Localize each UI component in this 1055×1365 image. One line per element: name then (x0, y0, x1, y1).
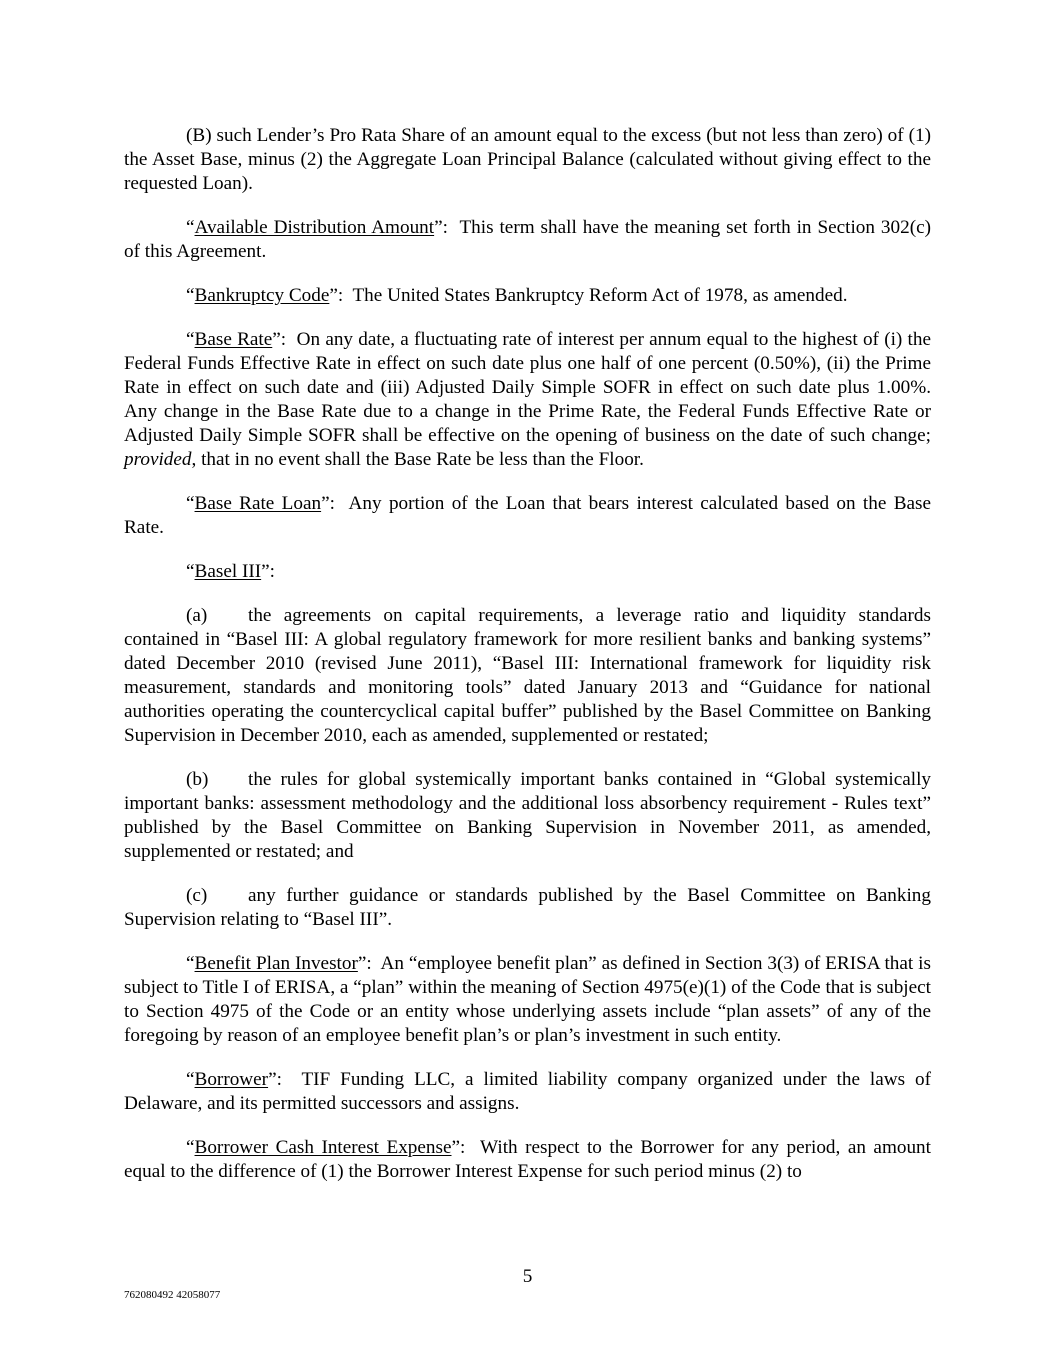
term-benefit-plan-investor: Benefit Plan Investor (194, 953, 358, 974)
basel-iii-item-b (124, 768, 931, 864)
list-label: (b) (186, 769, 209, 790)
page-number: 5 (522, 1266, 533, 1287)
list-text: the rules for global systemically important banks contained in “Global systemically important banks: assessment methodology and the additional loss absorbency requirement - Rules text” published by the Basel Committee on Banking Supervision in November 2011, as amended, supplemented or restated; and (124, 769, 931, 862)
definition-benefit-plan-investor: “Benefit Plan Investor”: An “employee benefit plan” as defined in Section 3(3) of ERISA that is subject to Title I of ERISA, a “plan” within the meaning of Section 4975(e)(1) of the Code that is subject to Section 4975 of the Code or an entity whose underlying assets include “plan assets” of any of the foregoing by reason of an employee benefit plan’s or plan’s investment in such entity. (124, 953, 936, 1046)
term-borrower: Borrower (194, 1069, 269, 1090)
term-bankruptcy-code: Bankruptcy Code (194, 285, 330, 306)
definition-base-rate-loan: “Base Rate Loan”: Any portion of the Loan that bears interest calculated based on the Base Rate. (124, 493, 936, 538)
term-available-distribution-amount: Available Distribution Amount (194, 217, 435, 238)
definition-basel-iii: “Basel III”: (186, 561, 275, 582)
definition-available-distribution-amount: “Available Distribution Amount”: This term shall have the meaning set forth in Section 302(c) of this Agreement. (124, 217, 936, 262)
term-borrower-cash-interest-expense: Borrower Cash Interest Expense (194, 1137, 452, 1158)
italic-provided: provided (124, 449, 192, 470)
document-id: 762080492 42058077 (124, 1289, 221, 1301)
list-label: (a) (186, 605, 208, 626)
definition-borrower-cash-interest-expense: “Borrower Cash Interest Expense”: With respect to the Borrower for any period, an amount equal to the difference of (1) the Borrower Interest Expense for such period minus (2) to (124, 1137, 936, 1182)
basel-iii-item-c (124, 884, 931, 932)
term-base-rate-loan: Base Rate Loan (194, 493, 322, 514)
term-basel-iii: Basel III (194, 561, 262, 582)
list-text: any further guidance or standards published by the Basel Committee on Banking Supervision relating to “Basel III”. (124, 885, 931, 930)
definition-base-rate: “Base Rate”: On any date, a fluctuating rate of interest per annum equal to the highest of (i) the Federal Funds Effective Rate in effect on such date plus one half of one percent (0.50%), (ii) the Prime Rate in effect on such date and (iii) Adjusted Daily Simple SOFR in effect on such date plus 1.00%. Any change in the Base Rate due to a change in the Prime Rate, the Federal Funds Effective Rate or Adjusted Daily Simple SOFR shall be effective on the opening of business on the date of such change; provided, that in no event shall the Base Rate be less than the Floor. (124, 329, 941, 470)
term-base-rate: Base Rate (194, 329, 273, 350)
basel-iii-item-a (124, 604, 931, 748)
list-text: the agreements on capital requirements, a leverage ratio and liquidity standards contained in “Basel III: A global regulatory framework for more resilient banks and banking systems” dated December 2010 (revised June 2011), “Basel III: International framework for liquidity risk measurement, standards and monitoring tools” dated January 2013 and “Guidance for national authorities operating the countercyclical capital buffer” published by the Basel Committee on Banking Supervision in December 2010, each as amended, supplemented or restated; (124, 605, 931, 746)
list-label: (c) (186, 885, 208, 906)
definition-borrower: “Borrower”: TIF Funding LLC, a limited liability company organized under the laws of Delaware, and its permitted successors and assigns. (124, 1069, 936, 1114)
document-page (124, 124, 941, 1204)
definition-bankruptcy-code: “Bankruptcy Code”: The United States Bankruptcy Reform Act of 1978, as amended. (186, 285, 848, 306)
paragraph-b-continuation: (B) such Lender’s Pro Rata Share of an amount equal to the excess (but not less than zero) of (1) the Asset Base, minus (2) the Aggregate Loan Principal Balance (calculated without giving effect to the requested Loan). (124, 125, 931, 194)
